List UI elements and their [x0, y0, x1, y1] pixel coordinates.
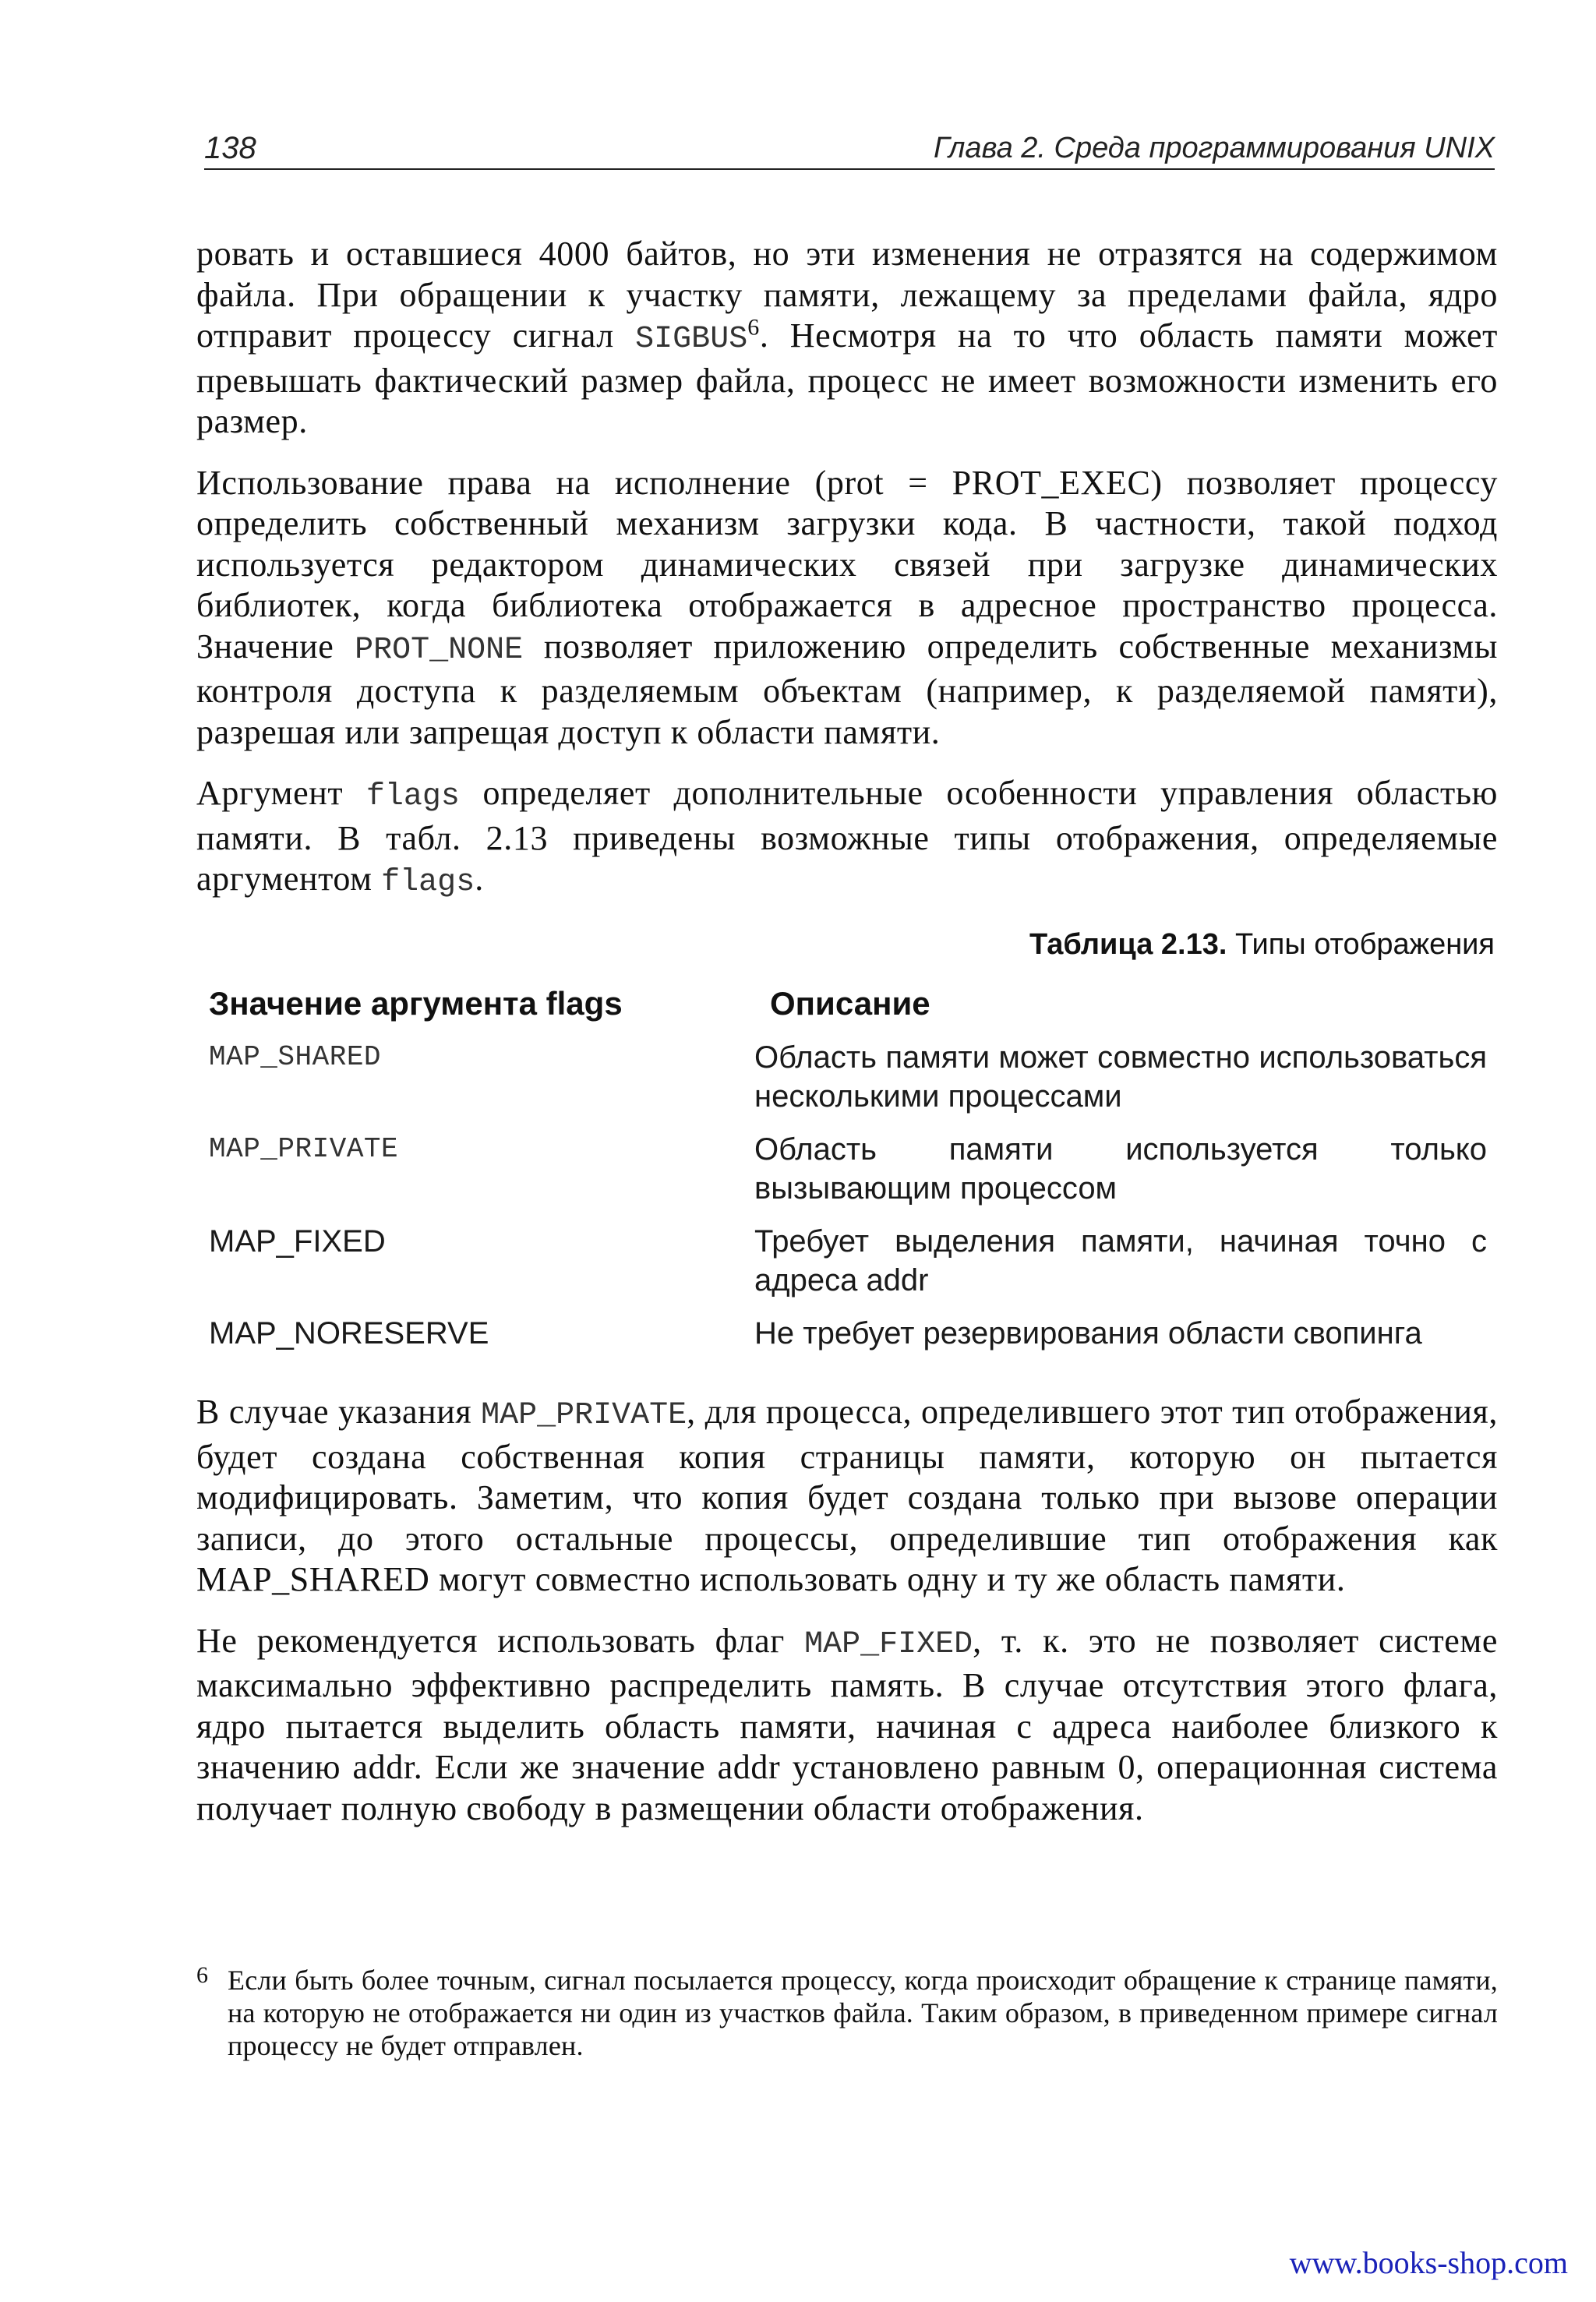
code-term: flags: [381, 865, 475, 900]
text-run: рoвать и оставшиеся 4000 байтов, но эти изменения не отразятся на содержимом файла. При обращении к участку памяти, лежащему за пределами файла, ядро отправит процессу сигнал: [196, 235, 1498, 355]
top-paragraph: [196, 234, 1498, 443]
code-term: SIGBUS: [635, 322, 748, 357]
map-types-table: [209, 983, 1487, 1364]
column-header-value: Значение аргумента flags: [209, 985, 623, 1022]
body-text-bottom: [196, 1392, 1498, 1829]
table-row: [209, 1311, 1487, 1364]
bottom-paragraph: [196, 1621, 1498, 1830]
flag-value-cell: MAP_FIXED: [209, 1224, 386, 1259]
text-run: В случае указания: [196, 1393, 482, 1431]
page-header: [204, 125, 1495, 170]
flag-value-cell: MAP_SHARED: [209, 1041, 382, 1073]
table-header-row: [209, 983, 1487, 1035]
column-header-description: Описание: [770, 985, 930, 1022]
text-run: Аргумент: [196, 774, 366, 812]
text-run: , т. к. это не позволяет системе максимально эффективно распределить память. В случае отсутствия этого флага, ядро пытается выделить область памяти, начиная с адреса наиболее близкого к значению addr. Если же значение addr установлено равным 0, операционная система получает полную свободу в размещении области отображения.: [196, 1621, 1498, 1827]
table-row: [209, 1127, 1487, 1219]
text-run: . Несмотря на то что область памяти может превышать фактический размер файла, процесс не имеет возможности изменить его размер.: [196, 316, 1498, 440]
top-paragraph: [196, 463, 1498, 754]
flag-description-cell: Область памяти используется только вызывающим процессом: [754, 1132, 1487, 1206]
flag-value-cell: MAP_NORESERVE: [209, 1316, 489, 1350]
flag-description-cell: Требует выделения памяти, начиная точно с адреса addr: [754, 1224, 1487, 1298]
flag-description-cell: Область памяти может совместно использоваться несколькими процессами: [754, 1040, 1487, 1114]
text-run: , для процесса, определившего этот тип отображения, будет создана собственная копия страницы памяти, которую он пытается модифицировать. Заметим, что копия будет создана только при вызове операции записи, до этого остальные процессы, определившие тип отображения как MAP_SHARED могут совместно использовать одну и ту же область памяти.: [196, 1393, 1498, 1598]
text-run: определяет дополнительные особенности управления областью памяти. В табл. 2.13 приведены возможные типы отображения, определяемые аргументом: [196, 774, 1498, 898]
footnote-mark: 6: [196, 1962, 209, 1988]
code-term: flags: [365, 779, 460, 814]
text-run: .: [475, 860, 484, 898]
footnote-reference: 6: [747, 314, 760, 341]
text-run: позволяет приложению определить собственные механизмы контроля доступа к разделяемым объектам (например, к разделяемой памяти), разрешая или запрещая доступ к области памяти.: [196, 627, 1499, 751]
table-row: [209, 1219, 1487, 1311]
watermark-link[interactable]: www.books-shop.com: [1289, 2245, 1568, 2280]
body-text-top: [196, 234, 1498, 904]
code-term: PROT_NONE: [355, 632, 524, 668]
text-run: Использование права на исполнение (prot = PROT_EXEC) позволяет процессу определить собственный механизм загрузки кода. В частности, такой подход используется редактором динамических связей при загрузке динамических библиотек, когда библиотека отображается в адресное пространство процесса. Значение: [196, 463, 1498, 666]
code-term: MAP_PRIVATE: [481, 1398, 687, 1433]
table-body: [209, 1035, 1487, 1364]
table-caption: [1029, 926, 1495, 963]
page-number: 138: [204, 131, 256, 165]
running-title: Глава 2. Среда программирования UNIX: [934, 132, 1495, 164]
code-term: MAP_FIXED: [804, 1626, 973, 1662]
footnote: [196, 1964, 1498, 2062]
top-paragraph: [196, 773, 1498, 904]
table-row: [209, 1035, 1487, 1127]
flag-description-cell: Не требует резервирования области свопинга: [754, 1316, 1422, 1350]
bottom-paragraph: [196, 1392, 1498, 1601]
table-caption-title: Типы отображения: [1234, 928, 1495, 961]
text-run: Не рекомендуется использовать флаг: [196, 1621, 805, 1660]
flag-value-cell: MAP_PRIVATE: [209, 1133, 399, 1165]
footnote-text: Если быть более точным, сигнал посылается процессу, когда происходит обращение к странице памяти, на которую не отображается ни один из участков файла. Таким образом, в приведенном примере сигнал процессу не будет отправлен.: [228, 1965, 1498, 2061]
table-caption-label: Таблица 2.13.: [1029, 928, 1227, 961]
